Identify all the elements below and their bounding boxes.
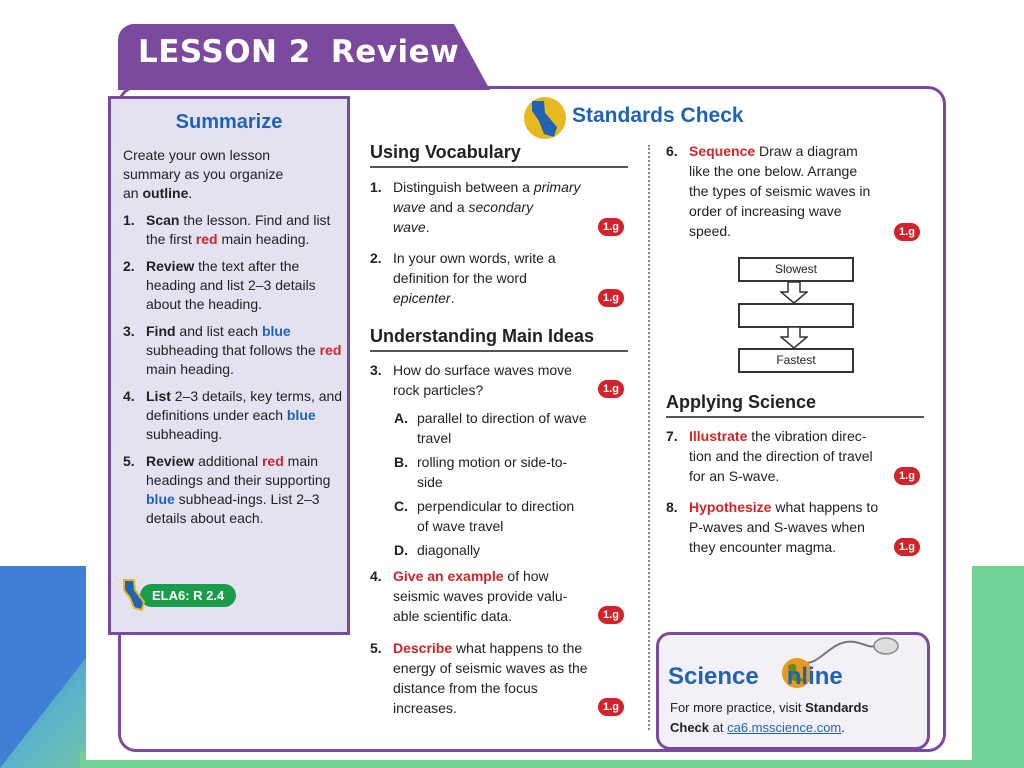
answer-option-d: D. diagonally [394,542,481,558]
science-online-logo: Science nline [668,663,843,690]
summarize-step-3: 3. Find and list each blue subheading that follows the red main heading. [123,323,342,377]
summarize-step-2: 2. Review the text after the heading and list 2–3 details about the heading. [123,258,316,312]
question-5: 5. Describe what happens to the energy of seismic waves as the distance from the focus increases. [370,640,588,716]
question-6: 6. Sequence Draw a diagram like the one below. Arrange the types of seismic waves in order of increasing wave speed. [666,143,871,239]
ela-standard-badge [120,582,236,608]
summarize-intro: Create your own lesson summary as you organize an outline. [123,147,284,201]
question-1: 1. Distinguish between a primary wave and a secondary wave. [370,179,581,235]
summarize-steps [123,211,343,536]
california-standards-icon [520,95,570,141]
answer-option-a: A. parallel to direction of wave travel [394,410,587,446]
summarize-heading: Summarize [175,111,283,133]
answer-option-c: C. perpendicular to direction of wave travel [394,498,575,534]
california-icon [120,578,146,612]
column-divider [648,145,650,730]
summarize-step-5: 5. Review additional red main headings and their supporting blue subhead-ings. List 2–3 details about each. [123,453,331,526]
question-3: 3. How do surface waves move rock particles? [370,362,572,398]
understanding-main-ideas-heading: Understanding Main Ideas [370,326,595,346]
ela-label: ELA6: R 2.4 [140,584,236,607]
standard-badge: 1.g [894,538,920,556]
heading-rule [370,350,628,352]
question-7: 7. Illustrate the vibration direc- tion and the direction of travel for an S-wave. [666,428,873,484]
applying-science-heading: Applying Science [666,392,817,412]
answer-option-b: B. rolling motion or side-to- side [394,454,568,490]
computer-mouse-icon [800,628,900,668]
question-8: 8. Hypothesize what happens to P-waves and S-waves when they encounter magma. [666,499,879,555]
diagram-middle-box [738,303,854,328]
lesson-title: LESSON 2 Review [138,34,460,70]
question-4: 4. Give an example of how seismic waves provide valu- able scientific data. [370,568,568,624]
down-arrow-icon [780,327,808,349]
summarize-panel [108,96,350,635]
science-online-link[interactable]: ca6.msscience.com [727,720,842,735]
standard-badge: 1.g [598,289,624,307]
summarize-step-1: 1. Scan the lesson. Find and list the first red main heading. [123,212,331,247]
background-green-block [972,566,1024,768]
standard-badge: 1.g [598,218,624,236]
diagram-fastest-box: Fastest [738,348,854,373]
standard-badge: 1.g [894,467,920,485]
standard-badge: 1.g [894,223,920,241]
summarize-step-4: 4. List 2–3 details, key terms, and definitions under each blue subheading. [123,388,343,442]
standard-badge: 1.g [598,606,624,624]
science-online-text: For more practice, visit Standards Check at ca6.msscience.com. [670,700,869,735]
using-vocabulary-heading: Using Vocabulary [370,142,521,162]
question-2: 2. In your own words, write a definition for the word epicenter. [370,250,556,306]
standard-badge: 1.g [598,698,624,716]
heading-rule [370,166,628,168]
standard-badge: 1.g [598,380,624,398]
down-arrow-icon [780,282,808,304]
standards-check-title: Standards Check [572,104,744,127]
diagram-slowest-box: Slowest [738,257,854,282]
heading-rule [666,416,924,418]
